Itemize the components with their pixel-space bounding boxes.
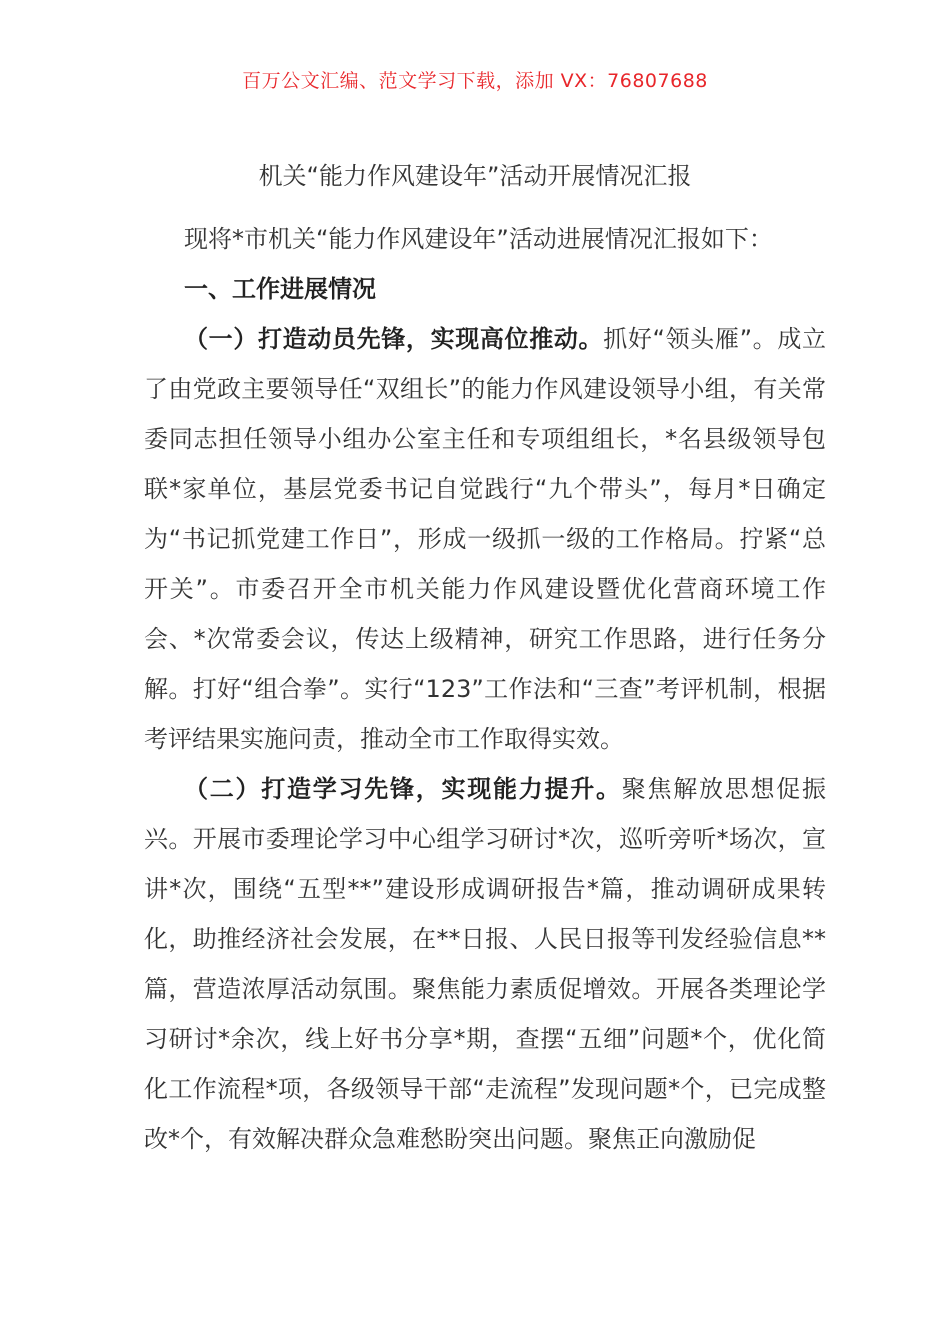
intro-paragraph: 现将*市机关“能力作风建设年”活动进展情况汇报如下： xyxy=(184,225,773,253)
paragraph-1-body: 抓好“领头雁”。成立了由党政主要领导任“双组长”的能力作风建设领导小组，有关常委同志担任领导小组办公室主任和专项组组长，*名县级领导包联*家单位，基层党委书记自觉践行“九个带头”，每月*日确定为“书记抓党建工作日”，形成一级抓一级的工作格局。拧紧“总开关”。市委召开全市机关能力作风建设暨优化营商环境工作会、*次常委会议，传达上级精神，研究工作思路，进行任务分解。打好“组合拳”。实行“123”工作法和“三查”考评机制，根据考评结果实施问责，推动全市工作取得实效。 xyxy=(144,325,826,753)
paragraph-2-body: 聚焦解放思想促振兴。开展市委理论学习中心组学习研讨*次，巡听旁听*场次，宣讲*次，围绕“五型**”建设形成调研报告*篇，推动调研成果转化，助推经济社会发展，在**日报、人民日报等刊发经验信息**篇，营造浓厚活动氛围。聚焦能力素质促增效。开展各类理论学习研讨*余次，线上好书分享*期，查摆“五细”问题*个，优化简化工作流程*项，各级领导干部“走流程”发现问题*个，已完成整改*个，有效解决群众急难愁盼突出问题。聚焦正向激励促 xyxy=(144,775,826,1153)
document-body xyxy=(144,214,826,1164)
paragraph-1 xyxy=(144,314,826,764)
section-heading xyxy=(144,264,826,314)
header-banner: 百万公文汇编、范文学习下载，添加 VX：76807688 xyxy=(242,70,708,92)
paragraph-2 xyxy=(144,764,826,1164)
document-title: 机关“能力作风建设年”活动开展情况汇报 xyxy=(258,162,692,190)
paragraph-2-lead: （二）打造学习先锋，实现能力提升。 xyxy=(184,775,622,803)
paragraph-1-lead: （一）打造动员先锋，实现高位推动。 xyxy=(184,325,604,353)
section-heading-text: 一、工作进展情况 xyxy=(184,275,376,303)
